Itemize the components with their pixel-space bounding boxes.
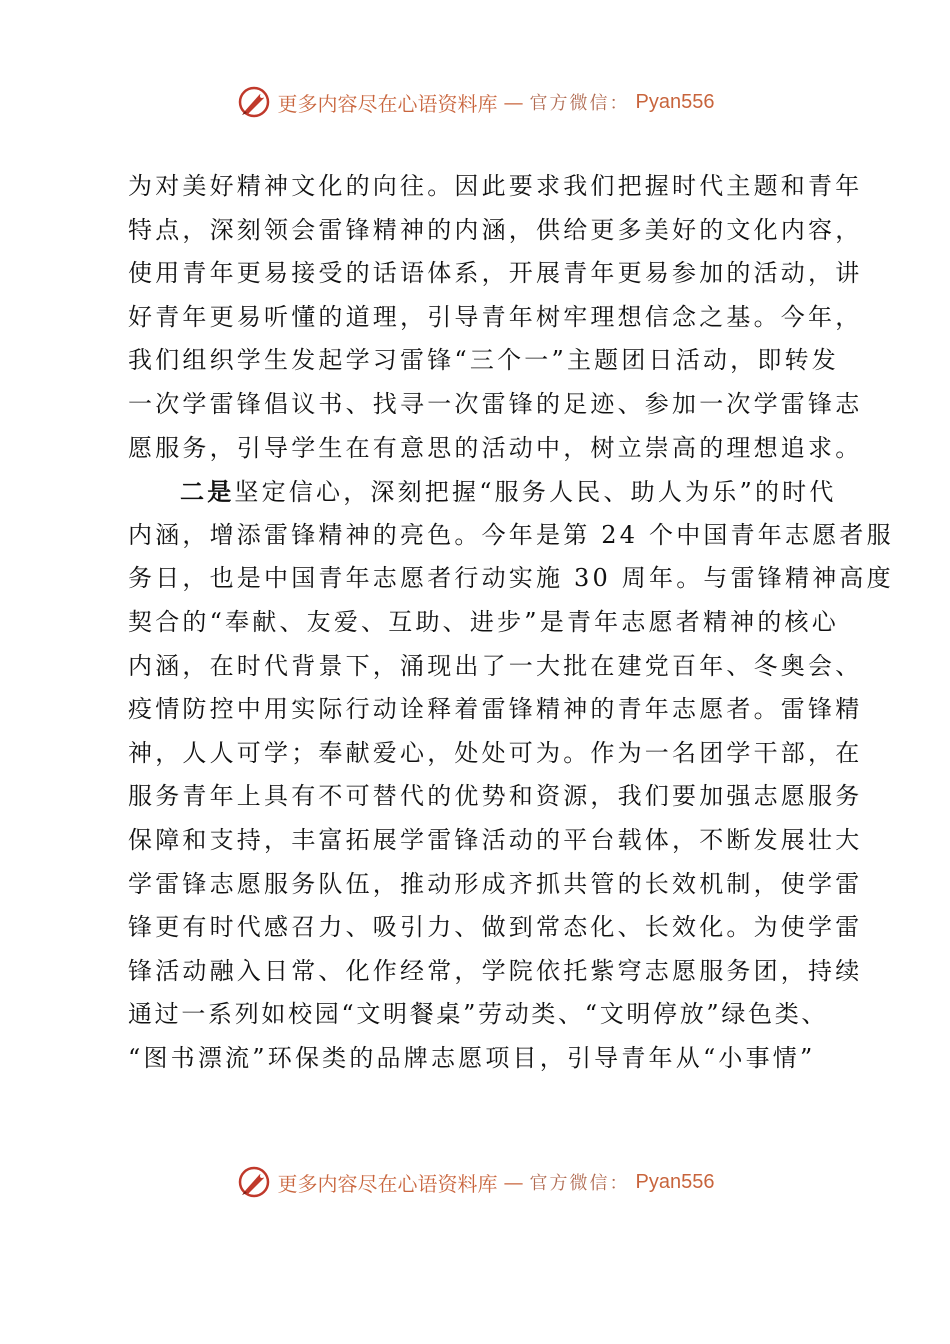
- text-line: 好青年更易听懂的道理，引导青年树牢理想信念之基。今年，: [128, 302, 863, 331]
- text-line: 契合的“奉献、友爱、互助、进步”是青年志愿者精神的核心: [128, 607, 839, 636]
- text-line: 内涵，在时代背景下，涌现出了一大批在建党百年、冬奥会、: [128, 651, 863, 680]
- text-line: 一次学雷锋倡议书、找寻一次雷锋的足迹、参加一次学雷锋志: [128, 389, 863, 418]
- text-line: 特点，深刻领会雷锋精神的内涵，供给更多美好的文化内容，: [128, 215, 863, 244]
- pen-logo-icon: [236, 1164, 272, 1200]
- paragraph-first-line: [128, 470, 837, 514]
- footer-watermark: [0, 1162, 950, 1202]
- text-line: “图书漂流”环保类的品牌志愿项目，引导青年从“小事情”: [128, 1043, 816, 1072]
- footer-separator: —: [503, 1170, 524, 1194]
- text-line: 学雷锋志愿服务队伍，推动形成齐抓共管的长效机制，使学雷: [128, 869, 863, 898]
- footer-label: 官方微信：: [529, 1173, 630, 1194]
- text-line: 通过一系列如校园“文明餐桌”劳动类、“文明停放”绿色类、: [128, 1000, 828, 1029]
- header-slogan: 更多内容尽在心语资料库: [277, 91, 498, 116]
- header-wechat-id: Pyan556: [635, 90, 715, 113]
- paragraph-lead: 二是: [180, 477, 235, 507]
- text-line: 我们组织学生发起学习雷锋“三个一”主题团日活动，即转发: [128, 346, 839, 375]
- text-line: 疫情防控中用实际行动诠释着雷锋精神的青年志愿者。雷锋精: [128, 695, 863, 724]
- header-separator: —: [503, 90, 524, 114]
- text-line: 愿服务，引导学生在有意思的活动中，树立崇高的理想追求。: [128, 433, 863, 462]
- pen-logo-icon: [236, 84, 272, 120]
- text-line: 服务青年上具有不可替代的优势和资源，我们要加强志愿服务: [128, 782, 863, 811]
- paragraph-first-rest: 坚定信心，深刻把握“服务人民、助人为乐”的时代: [234, 478, 837, 507]
- text-line: 锋更有时代感召力、吸引力、做到常态化、长效化。为使学雷: [128, 913, 863, 942]
- text-line: 神，人人可学；奉献爱心，处处可为。作为一名团学干部，在: [128, 738, 863, 767]
- header-label: 官方微信：: [529, 93, 630, 114]
- text-line: 为对美好精神文化的向往。因此要求我们把握时代主题和青年: [128, 172, 863, 200]
- footer-wechat-id: Pyan556: [635, 1170, 715, 1193]
- text-line: 保障和支持，丰富拓展学雷锋活动的平台载体，不断发展壮大: [128, 825, 863, 854]
- text-line: 锋活动融入日常、化作经常，学院依托紫穹志愿服务团，持续: [128, 956, 863, 985]
- footer-slogan: 更多内容尽在心语资料库: [277, 1171, 498, 1196]
- document-body: [128, 165, 894, 1080]
- text-line: 务日，也是中国青年志愿者行动实施 30 周年。与雷锋精神高度: [128, 564, 894, 593]
- text-line: 内涵，增添雷锋精神的亮色。今年是第 24 个中国青年志愿者服: [128, 520, 894, 549]
- text-line: 使用青年更易接受的话语体系，开展青年更易参加的活动，讲: [128, 259, 863, 288]
- header-watermark: [0, 82, 950, 122]
